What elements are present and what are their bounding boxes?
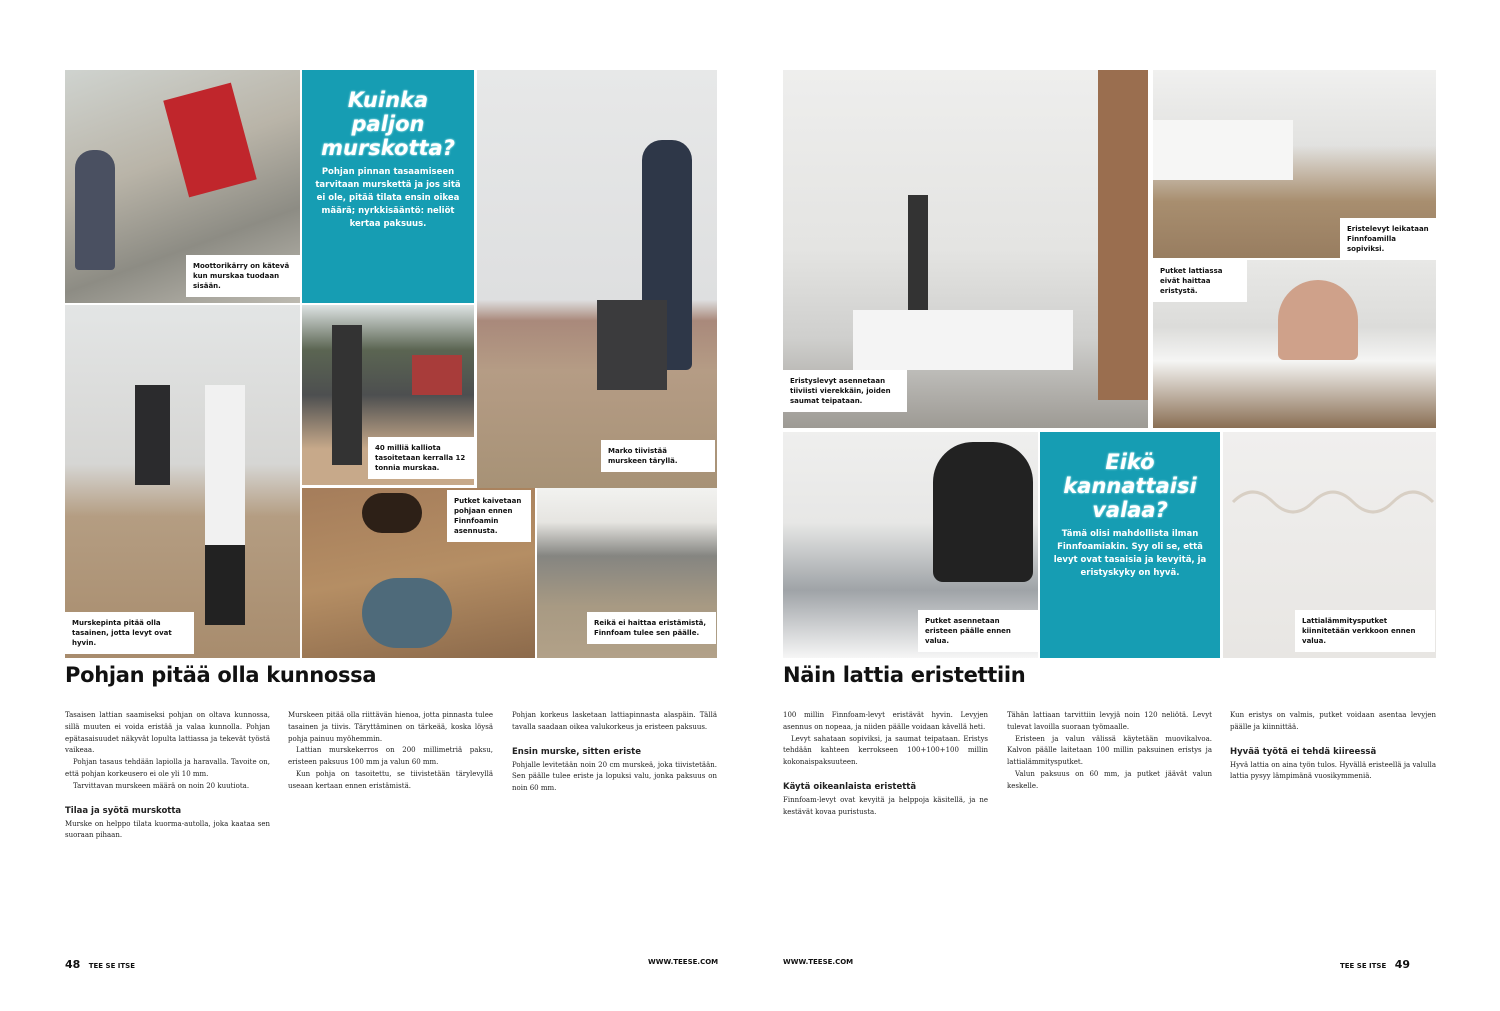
photo-compactor: [477, 70, 717, 488]
caption: Eristelevyt leikataan Finnfoamilla sopiviksi.: [1340, 218, 1442, 260]
paragraph: Tähän lattiaan tarvittiin levyjä noin 120 neliötä. Levyt tulevat lavoilla suoraan työmaalle.: [1007, 711, 1212, 731]
right-page: [750, 0, 1500, 1011]
text-column-1: [65, 710, 270, 842]
subheading: Hyvää työtä ei tehdä kiireessä: [1230, 746, 1377, 757]
text-column-2: [1007, 710, 1212, 793]
paragraph: Kun pohja on tasoitettu, se tiivistetään tärylevyllä useaan kertaan ennen eristämistä.: [288, 769, 493, 790]
page-number: 49: [1394, 958, 1410, 971]
paragraph: Lattian murskekerros on 200 millimetriä paksu, eristeen paksuus 100 mm ja valun 60 mm.: [288, 746, 493, 767]
footer-website-right: WWW.TEESE.COM: [783, 958, 854, 966]
paragraph: Pohjan tasaus tehdään lapiolla ja haravalla. Tavoite on, että pohjan korkeusero ei ole yli 10 mm.: [65, 758, 270, 778]
subheading: Käytä oikeanlaista eristettä: [783, 781, 917, 792]
article-headline: Pohjan pitää olla kunnossa: [65, 663, 377, 687]
caption: Moottorikärry on kätevä kun murskaa tuodaan sisään.: [186, 255, 300, 297]
caption: Murskepinta pitää olla tasainen, jotta levyt ovat hyvin.: [65, 612, 194, 654]
caption: 40 milliä kalliota tasoitetaan kerralla 12 tonnia murskaa.: [368, 437, 476, 479]
text-column-3: [512, 710, 717, 795]
paragraph: Pohjalle levitetään noin 20 cm murskeä, joka tiivistetään. Sen päälle tulee eriste ja lopuksi valu, jonka paksuus on noin 60 mm.: [512, 760, 717, 793]
footer-website-left: WWW.TEESE.COM: [648, 958, 719, 966]
footer-left: [65, 958, 135, 971]
paragraph: Tarvittavan murskeen määrä on noin 20 kuutiota.: [73, 781, 250, 790]
paragraph: Finnfoam-levyt ovat kevyitä ja helppoja käsitellä, ja ne kestävät kovaa puristusta.: [783, 795, 988, 816]
caption: Eristyslevyt asennetaan tiiviisti vierekkäin, joiden saumat teipataan.: [783, 370, 907, 412]
caption: Putket asennetaan eristeen päälle ennen valua.: [918, 610, 1038, 652]
text-column-1: [783, 710, 988, 819]
paragraph: Murskeen pitää olla riittävän hienoa, jotta pinnasta tulee tasainen ja tiivis. Täryttäminen on tärkeää, koska löysä pohja painuu myöhemmin.: [288, 711, 493, 743]
paragraph: 100 millin Finnfoam-levyt eristävät hyvin. Levyjen asennus on nopeaa, ja niiden päälle voidaan kävellä heti.: [783, 711, 988, 731]
infobox-title: Eikö kannattaisi valaa?: [1063, 450, 1197, 522]
infobox-text: Tämä olisi mahdollista ilman Finnfoamiakin. Syy oli se, että levyt ovat tasaisia ja kevyitä, ja eristyskyky on hyvä.: [1053, 529, 1207, 578]
page-number: 48: [65, 958, 81, 971]
photo-raking-indoors: [65, 305, 300, 658]
caption: Marko tiivistää murskeen täryllä.: [601, 440, 715, 472]
paragraph: Eristeen ja valun välissä käytetään muovikalvoa. Kalvon päälle laitetaan 100 millin paksuinen eristys ja lattialämmitysputket.: [1007, 734, 1212, 767]
text-column-3: [1230, 710, 1436, 783]
caption: Putket kaivetaan pohjaan ennen Finnfoamin asennusta.: [447, 490, 531, 542]
infobox-casting: [1040, 432, 1220, 658]
infobox-text: Pohjan pinnan tasaamiseen tarvitaan murskettä ja jos sitä ei ole, pitää tilata ensin oikea määrä; nyrkkisääntö: neliöt kertaa paksuus.: [315, 167, 461, 229]
caption: Lattialämmitysputket kiinnitetään verkkoon ennen valua.: [1295, 610, 1435, 652]
infobox-gravel: [302, 70, 474, 303]
magazine-name: TEE SE ITSE: [88, 962, 135, 970]
paragraph: Tasaisen lattian saamiseksi pohjan on oltava kunnossa, sillä muuten ei voida eristää ja valaa kunnolla. Pohjan epätasaisuudet näkyvät lopulta lattiassa ja tekevät työstä vaikeaa.: [65, 711, 270, 755]
text-column-2: [288, 710, 493, 793]
paragraph: Valun paksuus on 60 mm, ja putket jäävät valun keskelle.: [1007, 769, 1212, 790]
magazine-name: TEE SE ITSE: [1340, 962, 1387, 970]
paragraph: Levyt sahataan sopiviksi, ja saumat teipataan. Eristys tehdään kahteen kerrokseen 100+100+100 millin kokonaispaksuuteen.: [783, 734, 988, 767]
caption: Putket lattiassa eivät haittaa eristystä.: [1153, 260, 1247, 302]
footer-right: [1340, 958, 1410, 971]
paragraph: Pohjan korkeus lasketaan lattiapinnasta alaspäin. Tällä tavalla saadaan oikea valukorkeus ja eristeen paksuus.: [512, 711, 717, 731]
caption: Reikä ei haittaa eristämistä, Finnfoam tulee sen päälle.: [587, 612, 716, 644]
article-headline: Näin lattia eristettiin: [783, 663, 1026, 687]
paragraph: Hyvä lattia on aina työn tulos. Hyvällä eristeellä ja valulla lattia pysyy lämpimänä vuosikymmeniä.: [1230, 760, 1436, 781]
subheading: Tilaa ja syötä murskotta: [65, 805, 182, 816]
paragraph: Kun eristys on valmis, putket voidaan asentaa levyjen päälle ja kiinnittää.: [1230, 711, 1436, 731]
paragraph: Murske on helppo tilata kuorma-autolla, joka kaataa sen suoraan pihaan.: [65, 819, 270, 840]
subheading: Ensin murske, sitten eriste: [512, 746, 642, 757]
infobox-title: Kuinka paljon murskotta?: [321, 88, 455, 160]
